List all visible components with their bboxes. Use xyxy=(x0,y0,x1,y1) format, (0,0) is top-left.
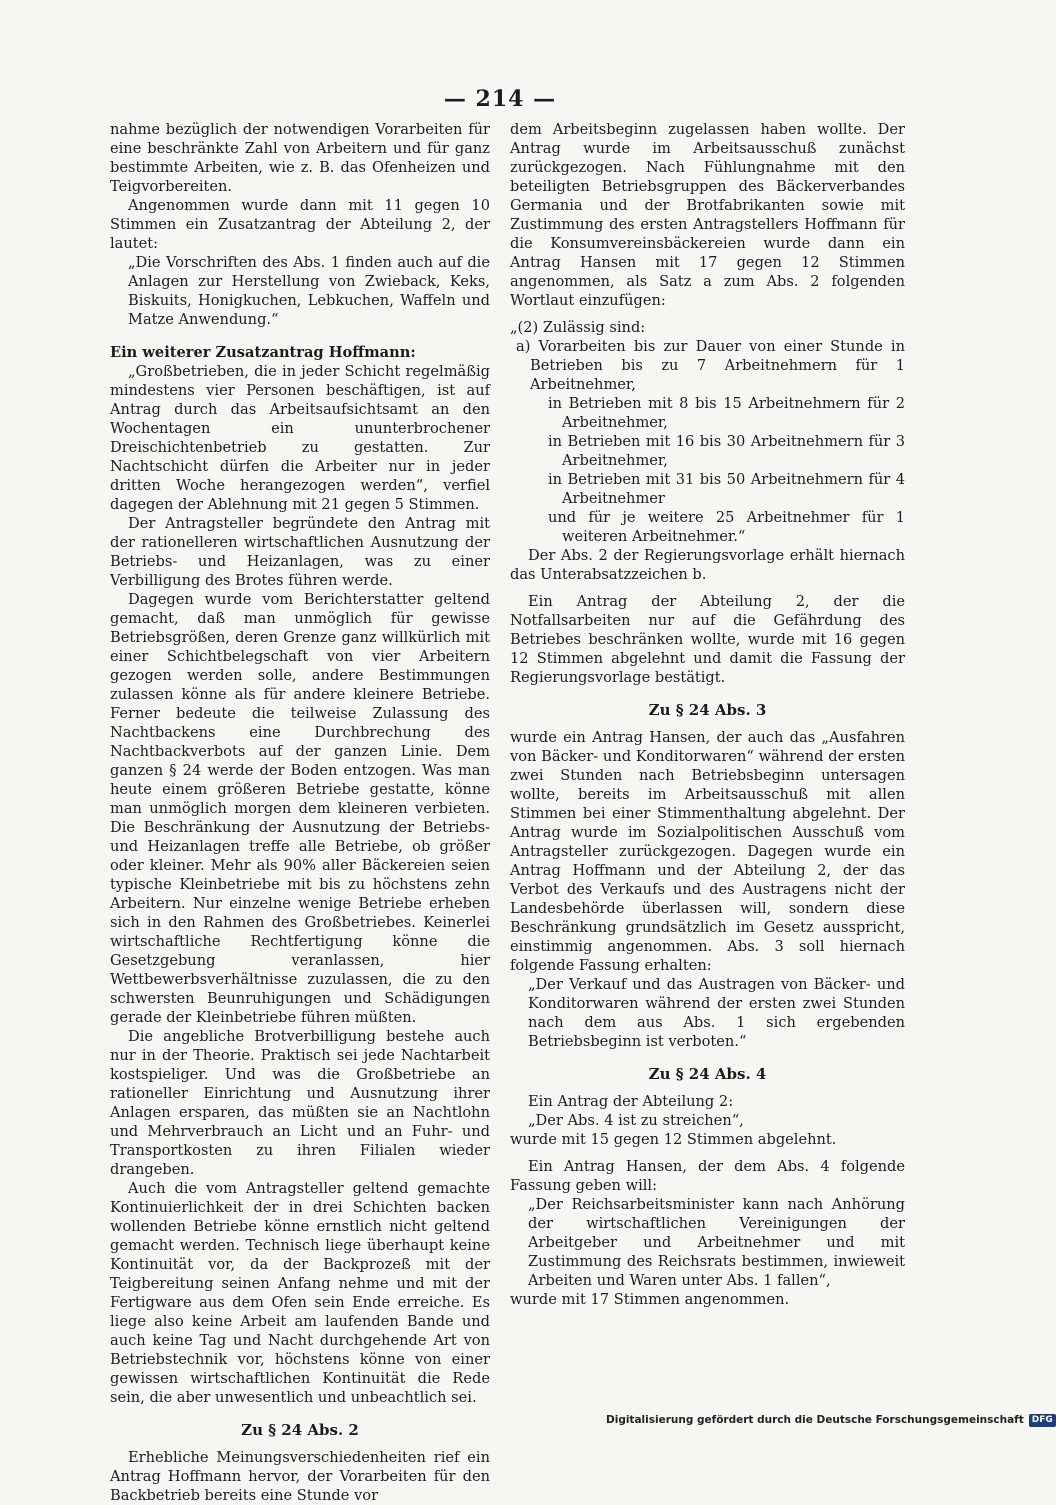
paragraph: „Die Vorschriften des Abs. 1 finden auch auf die Anlagen zur Herstellung von Zwieback, Keks, Biskuits, Honigkuchen, Lebkuchen, Waffeln und Matze Anwendung.“ xyxy=(128,254,490,328)
paragraph: wurde mit 17 Stimmen angenommen. xyxy=(510,1291,790,1308)
section-heading: Zu § 24 Abs. 4 xyxy=(648,1065,767,1083)
paragraph: „Der Verkauf und das Austragen von Bäcker- und Konditorwaren während der ersten zwei Stunden nach dem aus Abs. 1 sich ergebenden Betriebsbeginn ist verboten.“ xyxy=(528,976,905,1050)
paragraph: in Betrieben mit 16 bis 30 Arbeitnehmern für 3 Arbeitnehmer, xyxy=(548,433,905,469)
dfg-logo-icon: DFG xyxy=(1029,1414,1056,1427)
paragraph: Der Abs. 2 der Regierungsvorlage erhält hiernach das Unterabsatzzeichen b. xyxy=(510,547,905,583)
paragraph: Ein Antrag Hansen, der dem Abs. 4 folgende Fassung geben will: xyxy=(510,1158,905,1194)
paragraph: Angenommen wurde dann mit 11 gegen 10 Stimmen ein Zusatzantrag der Abteilung 2, der lautet: xyxy=(110,197,490,252)
footer-text: Digitalisierung gefördert durch die Deutsche Forschungsgemeinschaft xyxy=(606,1414,1024,1426)
paragraph: wurde ein Antrag Hansen, der auch das „Ausfahren von Bäcker- und Konditorwaren“ während der ersten zwei Stunden nach Betriebsbeginn untersagen wollte, bereits im Arbeitsausschuß mit allen Stimmen bei einer Stimmenthaltung abgelehnt. Der Antrag wurde im Sozialpolitischen Ausschuß vom Antragsteller zurückgezogen. Dagegen wurde ein Antrag Hoffmann und der Abteilung 2, der das Verbot des Verkaufs und des Austragens nicht der Landesbehörde überlassen will, sondern diese Beschränkung grundsätzlich im Gesetz ausspricht, einstimmig angenommen. Abs. 3 soll hiernach folgende Fassung erhalten: xyxy=(510,729,905,974)
paragraph: a) Vorarbeiten bis zur Dauer von einer Stunde in Betrieben bis zu 7 Arbeitnehmern für 1 Arbeitnehmer, xyxy=(516,338,905,393)
paragraph: Ein weiterer Zusatzantrag Hoffmann: xyxy=(110,344,416,361)
left-column xyxy=(110,120,490,1505)
paragraph: Ein Antrag der Abteilung 2: xyxy=(528,1093,734,1110)
paragraph: Der Antragsteller begründete den Antrag mit der rationelleren wirtschaftlichen Ausnutzung der Betriebs- und Heizanlagen, was zu einer Verbilligung des Brotes führen werde. xyxy=(110,515,490,589)
right-column xyxy=(510,120,905,1309)
paragraph: Auch die vom Antragsteller geltend gemachte Kontinuierlichkeit der in drei Schichten backen wollenden Betriebe könne ernstlich nicht geltend gemacht werden. Technisch liege überhaupt keine Kontinuität vor, da der Backprozeß mit der Teigbereitung seinen Anfang nehme und mit der Fertigware aus dem Ofen sein Ende erreiche. Es liege also keine Arbeit am laufenden Bande und auch keine Tag und Nacht durchgehende Art von Betriebstechnik vor, höchstens könne von einer gewissen wirtschaftlichen Kontinuität die Rede sein, die aber unwesentlich und unbeachtlich sei. xyxy=(110,1180,490,1406)
paragraph: in Betrieben mit 8 bis 15 Arbeitnehmern für 2 Arbeitnehmer, xyxy=(548,395,905,431)
paragraph: wurde mit 15 gegen 12 Stimmen abgelehnt. xyxy=(510,1131,837,1148)
paragraph: Erhebliche Meinungsverschiedenheiten rief ein Antrag Hoffmann hervor, der Vorarbeiten für den Backbetrieb bereits eine Stunde vor xyxy=(110,1449,490,1504)
section-heading: Zu § 24 Abs. 3 xyxy=(648,701,767,719)
paragraph: „(2) Zulässig sind: xyxy=(510,319,646,336)
paragraph: „Großbetrieben, die in jeder Schicht regelmäßig mindestens vier Personen beschäftigen, ist auf Antrag durch das Arbeitsaufsichtsamt an den Wochentagen ein ununterbrochener Dreischichtenbetrieb zu gestatten. Zur Nachtschicht dürfen die Arbeiter nur in jeder dritten Woche herangezogen werden“, verfiel dagegen der Ablehnung mit 21 gegen 5 Stimmen. xyxy=(110,363,490,513)
paragraph: Die angebliche Brotverbilligung bestehe auch nur in der Theorie. Praktisch sei jede Nachtarbeit kostspieliger. Und was die Großbetriebe an rationeller Einrichtung und Ausnutzung ihrer Anlagen ersparen, das müßten sie an Nachtlohn und Mehrverbrauch an Licht und an Fuhr- und Transportkosten zu ihren Filialen wieder drangeben. xyxy=(110,1028,490,1178)
paragraph: dem Arbeitsbeginn zugelassen haben wollte. Der Antrag wurde im Arbeitsausschuß zunächst zurückgezogen. Nach Fühlungnahme mit den beteiligten Betriebsgruppen des Bäckerverbandes Germania und der Brotfabrikanten sowie mit Zustimmung des ersten Antragstellers Hoffmann für die Konsumvereinsbäckereien wurde dann ein Antrag Hansen mit 17 gegen 12 Stimmen angenommen, als Satz a zum Abs. 2 folgenden Wortlaut einzufügen: xyxy=(510,121,905,309)
paragraph: in Betrieben mit 31 bis 50 Arbeitnehmern für 4 Arbeitnehmer xyxy=(548,471,905,507)
page-number: — 214 — xyxy=(443,86,557,112)
footer-credit xyxy=(606,1412,1053,1428)
paragraph: „Der Reichsarbeitsminister kann nach Anhörung der wirtschaftlichen Vereinigungen der Arbeitgeber und Arbeitnehmer und mit Zustimmung des Reichsrats bestimmen, inwieweit Arbeiten und Waren unter Abs. 1 fallen“, xyxy=(528,1196,905,1289)
paragraph: Ein Antrag der Abteilung 2, der die Notfallsarbeiten nur auf die Gefährdung des Betriebes beschränken wollte, wurde mit 16 gegen 12 Stimmen abgelehnt und damit die Fassung der Regierungsvorlage bestätigt. xyxy=(510,593,905,686)
paragraph: Dagegen wurde vom Berichterstatter geltend gemacht, daß man unmöglich für gewisse Betriebsgrößen, deren Grenze ganz willkürlich mit einer Schichtbelegschaft von vier Arbeitern gezogen werden solle, andere Bestimmungen zulassen könne als für andere kleinere Betriebe. Ferner bedeute die teilweise Zulassung des Nachtbackens eine Durchbrechung des Nachtbackverbots auf der ganzen Linie. Dem ganzen § 24 werde der Boden entzogen. Was man heute einem größeren Betriebe gestatte, könne man unmöglich morgen dem kleineren verbieten. Die Beschränkung der Ausnutzung der Betriebs- und Heizanlagen treffe alle Betriebe, ob größer oder kleiner. Mehr als 90% aller Bäckereien seien typische Kleinbetriebe mit bis zu höchstens zehn Arbeitern. Nur einzelne wenige Betriebe erheben sich in den Rahmen des Großbetriebes. Keinerlei wirtschaftliche Rechtfertigung könne die Gesetzgebung veranlassen, hier Wettbewerbsverhältnisse zuzulassen, die zu den schwersten Beunruhigungen und Schädigungen gerade der Kleinbetriebe führen müßten. xyxy=(110,591,490,1026)
paragraph: und für je weitere 25 Arbeitnehmer für 1 weiteren Arbeitnehmer.“ xyxy=(548,509,905,545)
paragraph: „Der Abs. 4 ist zu streichen“, xyxy=(528,1112,744,1129)
paragraph: nahme bezüglich der notwendigen Vorarbeiten für eine beschränkte Zahl von Arbeitern und für ganz bestimmte Arbeiten, wie z. B. das Ofenheizen und Teigvorbereiten. xyxy=(110,121,490,195)
section-heading: Zu § 24 Abs. 2 xyxy=(241,1421,359,1439)
